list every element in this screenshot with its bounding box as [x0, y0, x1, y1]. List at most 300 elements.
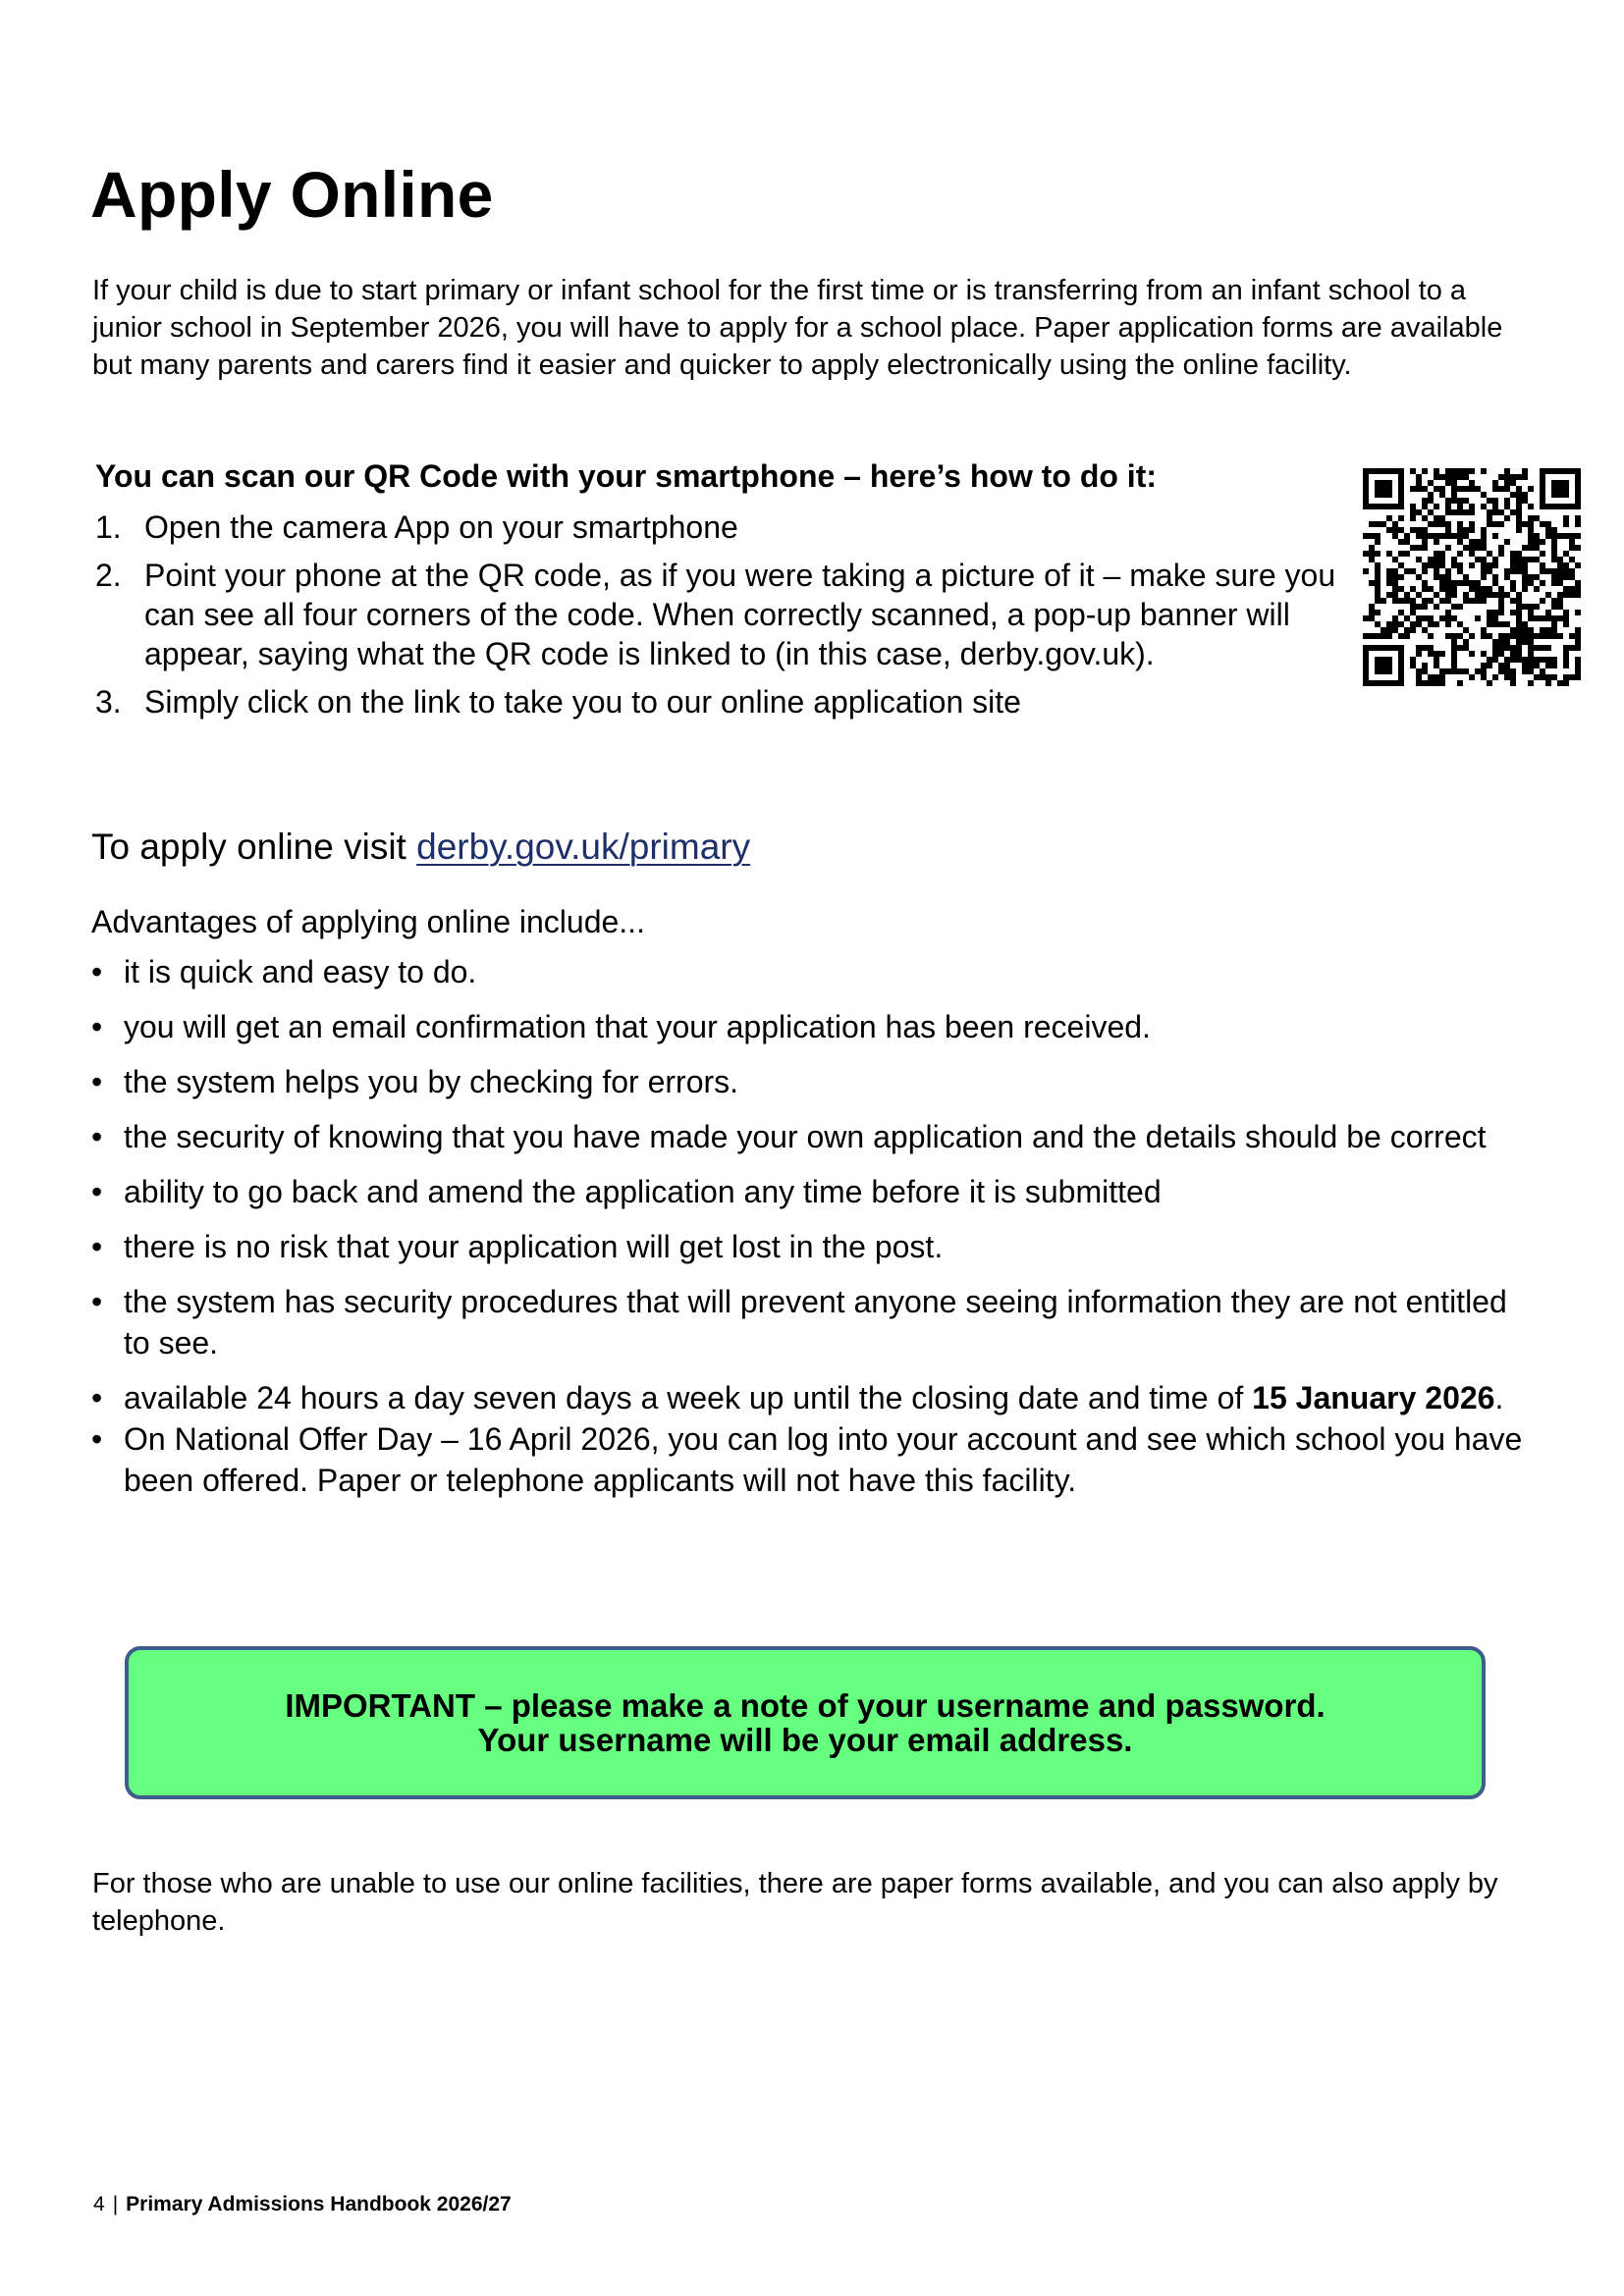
qr-module [1551, 657, 1557, 663]
qr-module [1575, 515, 1581, 521]
qr-module [1569, 674, 1575, 680]
qr-module [1540, 498, 1545, 504]
qr-module [1410, 610, 1416, 615]
qr-module [1528, 545, 1534, 551]
qr-module [1575, 674, 1581, 680]
qr-module [1575, 486, 1581, 492]
qr-module [1522, 521, 1528, 527]
qr-module [1545, 674, 1551, 680]
qr-module [1563, 521, 1569, 527]
qr-module [1416, 651, 1422, 657]
qr-module [1398, 645, 1404, 651]
qr-module [1451, 498, 1457, 504]
qr-module [1516, 633, 1522, 639]
qr-module [1386, 480, 1392, 486]
qr-module [1398, 551, 1404, 557]
page-number: 4 [93, 2193, 105, 2216]
qr-module [1545, 615, 1551, 621]
qr-module [1398, 657, 1404, 663]
qr-module [1422, 586, 1428, 592]
qr-module [1481, 663, 1487, 668]
qr-module [1398, 539, 1404, 545]
qr-module [1492, 562, 1498, 568]
qr-module [1551, 533, 1557, 539]
advantage-item [91, 1281, 1535, 1363]
qr-module [1380, 492, 1386, 498]
qr-module [1551, 621, 1557, 627]
qr-module [1481, 651, 1487, 657]
qr-module [1457, 504, 1463, 509]
qr-module [1516, 639, 1522, 645]
qr-module [1404, 615, 1410, 621]
qr-module [1481, 562, 1487, 568]
qr-module [1439, 492, 1445, 498]
qr-module [1363, 651, 1369, 657]
qr-module [1386, 504, 1392, 509]
qr-module [1534, 574, 1540, 580]
qr-module [1434, 551, 1439, 557]
qr-module [1416, 545, 1422, 551]
qr-module [1481, 668, 1487, 674]
qr-module [1510, 480, 1516, 486]
qr-module [1422, 515, 1428, 521]
qr-module [1563, 480, 1569, 486]
qr-module [1375, 521, 1380, 527]
qr-module [1545, 521, 1551, 527]
qr-module [1516, 598, 1522, 604]
qr-module [1451, 580, 1457, 586]
qr-module [1451, 615, 1457, 621]
qr-module [1528, 580, 1534, 586]
qr-module [1428, 598, 1434, 604]
qr-module [1398, 680, 1404, 686]
qr-module [1398, 515, 1404, 521]
qr-module [1475, 580, 1481, 586]
qr-module [1504, 645, 1510, 651]
qr-module [1563, 515, 1569, 521]
qr-module [1563, 657, 1569, 663]
qr-module [1416, 592, 1422, 598]
qr-module [1398, 486, 1404, 492]
apply-online-link[interactable]: derby.gov.uk/primary [416, 827, 751, 867]
qr-module [1540, 504, 1545, 509]
qr-module [1492, 610, 1498, 615]
qr-module [1363, 498, 1369, 504]
qr-module [1551, 539, 1557, 545]
qr-module [1522, 627, 1528, 633]
advantage-text: it is quick and easy to do. [124, 954, 477, 989]
qr-module [1522, 586, 1528, 592]
qr-module [1575, 480, 1581, 486]
qr-module [1422, 680, 1428, 686]
qr-module [1475, 545, 1481, 551]
qr-module [1392, 592, 1398, 598]
qr-module [1428, 615, 1434, 621]
qr-module [1392, 468, 1398, 474]
qr-module [1428, 521, 1434, 527]
qr-module [1439, 574, 1445, 580]
qr-module [1528, 657, 1534, 663]
qr-module [1434, 657, 1439, 663]
qr-module [1457, 621, 1463, 627]
qr-module [1410, 468, 1416, 474]
qr-module [1392, 615, 1398, 621]
advantage-text: the security of knowing that you have made your own application and the details should be correct [124, 1119, 1487, 1154]
qr-module [1451, 468, 1457, 474]
qr-module [1428, 645, 1434, 651]
qr-module [1422, 668, 1428, 674]
qr-module [1386, 627, 1392, 633]
qr-module [1551, 674, 1557, 680]
qr-module [1498, 545, 1504, 551]
qr-module [1398, 527, 1404, 533]
qr-module [1540, 668, 1545, 674]
qr-module [1422, 533, 1428, 539]
qr-module [1557, 598, 1563, 604]
qr-module [1422, 498, 1428, 504]
qr-module [1428, 509, 1434, 515]
qr-module [1563, 674, 1569, 680]
advantages-list [91, 951, 1535, 1515]
qr-module [1463, 574, 1469, 580]
qr-module [1569, 504, 1575, 509]
qr-module [1463, 639, 1469, 645]
qr-module [1522, 580, 1528, 586]
qr-module [1434, 474, 1439, 480]
qr-module [1475, 586, 1481, 592]
qr-module [1375, 492, 1380, 498]
qr-module [1563, 562, 1569, 568]
qr-module [1369, 551, 1375, 557]
qr-module [1392, 521, 1398, 527]
qr-module [1457, 533, 1463, 539]
qr-module [1563, 468, 1569, 474]
qr-module [1375, 568, 1380, 574]
qr-module [1504, 568, 1510, 574]
qr-module [1504, 674, 1510, 680]
qr-module [1410, 504, 1416, 509]
qr-module [1575, 533, 1581, 539]
qr-module [1416, 604, 1422, 610]
qr-module [1575, 474, 1581, 480]
intro-paragraph: If your child is due to start primary or infant school for the first time or is transferring from an infant school to a junior school in September 2026, you will have to apply for a school place. Paper application forms are available but many parents and carers find it easier and quicker to apply electronically using the online facility. [92, 275, 1503, 381]
qr-module [1492, 486, 1498, 492]
qr-module [1392, 680, 1398, 686]
qr-module [1516, 521, 1522, 527]
qr-module [1540, 468, 1545, 474]
advantage-item-offer-day [91, 1418, 1535, 1501]
qr-module [1534, 539, 1540, 545]
qr-module [1563, 651, 1569, 657]
bullet-icon: • [91, 1421, 103, 1457]
qr-module [1451, 509, 1457, 515]
qr-module [1498, 639, 1504, 645]
qr-module [1528, 615, 1534, 621]
qr-module [1457, 680, 1463, 686]
qr-module [1392, 574, 1398, 580]
qr-module [1410, 545, 1416, 551]
bullet-icon: • [91, 1119, 103, 1154]
qr-module [1369, 615, 1375, 621]
qr-module [1457, 668, 1463, 674]
qr-module [1392, 557, 1398, 562]
qr-module [1551, 468, 1557, 474]
qr-module [1528, 680, 1534, 686]
qr-module [1540, 627, 1545, 633]
qr-module [1445, 668, 1451, 674]
qr-module [1380, 480, 1386, 486]
qr-module [1575, 610, 1581, 615]
qr-module [1487, 586, 1492, 592]
qr-module [1410, 527, 1416, 533]
qr-step-item [95, 507, 1342, 547]
qr-module [1363, 474, 1369, 480]
qr-module [1569, 645, 1575, 651]
qr-module [1363, 492, 1369, 498]
qr-module [1422, 468, 1428, 474]
qr-module [1498, 598, 1504, 604]
qr-module [1522, 668, 1528, 674]
qr-module [1451, 668, 1457, 674]
qr-module [1410, 604, 1416, 610]
qr-module [1528, 645, 1534, 651]
qr-module [1475, 486, 1481, 492]
qr-module [1528, 515, 1534, 521]
qr-module [1540, 539, 1545, 545]
qr-module [1451, 586, 1457, 592]
qr-module [1434, 468, 1439, 474]
qr-module [1386, 621, 1392, 627]
qr-module [1528, 521, 1534, 527]
qr-module [1422, 562, 1428, 568]
qr-module [1557, 568, 1563, 574]
qr-module [1469, 651, 1475, 657]
qr-module [1375, 504, 1380, 509]
qr-module [1428, 492, 1434, 498]
qr-module [1434, 574, 1439, 580]
qr-module [1504, 468, 1510, 474]
qr-module [1380, 645, 1386, 651]
qr-module [1375, 668, 1380, 674]
qr-module [1469, 504, 1475, 509]
qr-module [1445, 568, 1451, 574]
qr-module [1504, 539, 1510, 545]
qr-module [1551, 568, 1557, 574]
qr-module [1439, 680, 1445, 686]
qr-module [1439, 515, 1445, 521]
qr-module [1445, 615, 1451, 621]
qr-module [1522, 639, 1528, 645]
qr-module [1451, 492, 1457, 498]
qr-module [1422, 615, 1428, 621]
qr-module [1510, 568, 1516, 574]
qr-module [1492, 592, 1498, 598]
qr-module [1528, 533, 1534, 539]
qr-module [1386, 668, 1392, 674]
qr-module [1528, 663, 1534, 668]
qr-module [1386, 551, 1392, 557]
advantage-item [91, 1171, 1535, 1212]
qr-module [1563, 492, 1569, 498]
qr-module [1575, 633, 1581, 639]
qr-module [1416, 615, 1422, 621]
qr-module [1534, 615, 1540, 621]
qr-module [1410, 586, 1416, 592]
qr-module [1463, 486, 1469, 492]
qr-module [1451, 557, 1457, 562]
qr-module [1481, 527, 1487, 533]
qr-module [1422, 580, 1428, 586]
qr-module [1528, 639, 1534, 645]
qr-module [1522, 663, 1528, 668]
qr-module [1557, 592, 1563, 598]
qr-module [1451, 533, 1457, 539]
qr-module [1563, 486, 1569, 492]
qr-module [1528, 486, 1534, 492]
qr-module [1569, 545, 1575, 551]
advantage-text: the system helps you by checking for errors. [124, 1064, 739, 1099]
qr-module [1363, 551, 1369, 557]
qr-module [1463, 580, 1469, 586]
qr-module [1451, 639, 1457, 645]
qr-module [1451, 486, 1457, 492]
qr-module [1392, 504, 1398, 509]
qr-module [1386, 492, 1392, 498]
qr-module [1487, 515, 1492, 521]
qr-module [1439, 668, 1445, 674]
qr-module [1398, 504, 1404, 509]
qr-module [1575, 586, 1581, 592]
qr-module [1516, 610, 1522, 615]
qr-module [1369, 633, 1375, 639]
qr-module [1528, 604, 1534, 610]
qr-module [1445, 468, 1451, 474]
qr-module [1457, 474, 1463, 480]
qr-module [1451, 663, 1457, 668]
qr-module [1369, 504, 1375, 509]
qr-module [1540, 598, 1545, 604]
qr-module [1563, 533, 1569, 539]
notice-line-2: Your username will be your email address. [477, 1722, 1133, 1758]
qr-module [1551, 551, 1557, 557]
qr-module [1363, 615, 1369, 621]
qr-module [1540, 521, 1545, 527]
qr-module [1386, 633, 1392, 639]
qr-module [1475, 557, 1481, 562]
qr-module [1457, 568, 1463, 574]
qr-module [1422, 663, 1428, 668]
qr-module [1545, 592, 1551, 598]
qr-module [1434, 568, 1439, 574]
qr-module [1457, 539, 1463, 545]
qr-module [1469, 586, 1475, 592]
advantage-text: there is no risk that your application will get lost in the post. [124, 1229, 944, 1264]
qr-module [1445, 598, 1451, 604]
qr-module [1510, 668, 1516, 674]
qr-module [1510, 674, 1516, 680]
qr-module [1492, 639, 1498, 645]
advantage-text: the system has security procedures that will prevent anyone seeing information they are not entitled to see. [124, 1284, 1507, 1361]
qr-module [1481, 633, 1487, 639]
qr-module [1445, 574, 1451, 580]
qr-module [1516, 615, 1522, 621]
qr-module [1369, 610, 1375, 615]
bullet-icon: • [91, 1064, 103, 1099]
qr-module [1422, 504, 1428, 509]
qr-module [1398, 586, 1404, 592]
qr-module [1492, 657, 1498, 663]
qr-module [1439, 474, 1445, 480]
qr-module [1522, 633, 1528, 639]
qr-module [1498, 621, 1504, 627]
qr-module [1498, 633, 1504, 639]
qr-module [1428, 586, 1434, 592]
qr-module [1569, 568, 1575, 574]
advantage-text: On National Offer Day – 16 April 2026, you can log into your account and see which school you have been offered. Paper or telephone applicants will not have this facility. [124, 1421, 1523, 1498]
qr-module [1487, 615, 1492, 621]
qr-module [1422, 486, 1428, 492]
qr-module [1434, 504, 1439, 509]
qr-module [1428, 651, 1434, 657]
qr-module [1475, 668, 1481, 674]
qr-module [1487, 562, 1492, 568]
qr-module [1575, 504, 1581, 509]
qr-module [1375, 680, 1380, 686]
qr-module [1522, 657, 1528, 663]
qr-module [1457, 527, 1463, 533]
qr-module [1534, 515, 1540, 521]
qr-module [1416, 574, 1422, 580]
qr-module [1398, 633, 1404, 639]
qr-module [1463, 545, 1469, 551]
advantage-text: you will get an email confirmation that your application has been received. [124, 1009, 1151, 1044]
qr-module [1375, 645, 1380, 651]
qr-module [1522, 468, 1528, 474]
qr-module [1563, 586, 1569, 592]
closing-paragraph: For those who are unable to use our online facilities, there are paper forms available, and you can also apply by telephone. [92, 1868, 1498, 1937]
qr-module [1540, 551, 1545, 557]
qr-module [1463, 474, 1469, 480]
bullet-icon: • [91, 1009, 103, 1044]
qr-module [1481, 592, 1487, 598]
qr-code-icon[interactable] [1363, 468, 1581, 686]
qr-module [1463, 498, 1469, 504]
advantage-text: ability to go back and amend the application any time before it is submitted [124, 1174, 1162, 1209]
closing-date: 15 January 2026 [1252, 1380, 1495, 1415]
qr-module [1475, 598, 1481, 604]
qr-module [1428, 533, 1434, 539]
qr-module [1557, 562, 1563, 568]
qr-module [1375, 580, 1380, 586]
qr-module [1516, 515, 1522, 521]
qr-module [1534, 545, 1540, 551]
qr-module [1557, 574, 1563, 580]
qr-module [1457, 521, 1463, 527]
qr-module [1363, 668, 1369, 674]
qr-module [1510, 492, 1516, 498]
qr-module [1422, 627, 1428, 633]
qr-module [1487, 610, 1492, 615]
bullet-icon: • [91, 1380, 103, 1415]
qr-module [1469, 521, 1475, 527]
qr-module [1481, 568, 1487, 574]
qr-module [1569, 468, 1575, 474]
qr-module [1475, 592, 1481, 598]
qr-module [1475, 539, 1481, 545]
qr-module [1516, 627, 1522, 633]
qr-module [1445, 509, 1451, 515]
qr-module [1363, 468, 1369, 474]
